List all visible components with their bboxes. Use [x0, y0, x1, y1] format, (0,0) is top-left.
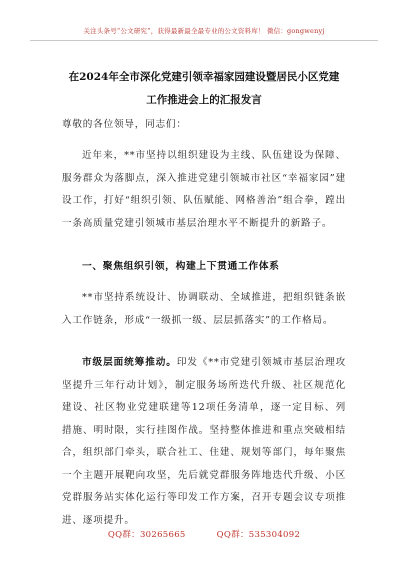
- header-divider: [30, 40, 378, 41]
- header-banner: 关注头条号“公文研究”，获得最新最全最专业的公文资料库！ 微信：gongwenyj: [83, 27, 325, 35]
- section-1-paragraph: **市坚持系统设计、协调联动、全域推进，把组织链条嵌入工作链条，形成“一级抓一级、层层抓落实”的工作格局。: [62, 292, 346, 326]
- footer-qq-2: QQ群：535304092: [216, 530, 301, 540]
- paragraph-2-body: 印发《**市党建引领城市基层治理攻坚提升三年行动计划》，制定服务场所迭代升级、社区规范化建设、社区物业党建联建等12项任务清单，逐一定目标、列措施、明时限，实行挂图作战。坚持整体推进和重点突破相结合，组织部门牵头，联合社工、住建、规划等部门，每年聚焦一个主题开展靶向攻坚，先后就党群服务阵地迭代升级、小区党群服务站实体化运行等印发工作方案，召开专题会议专项推进、逐项提升。: [62, 357, 347, 526]
- salutation: 尊敬的各位领导，同志们：: [62, 119, 187, 130]
- paragraph-2: [62, 352, 346, 532]
- intro-paragraph: 近年来，**市坚持以组织建设为主线、队伍建设为保障、服务群众为落脚点，深入推进党建引领城市社区“幸福家园”建设工作，打好“组织引领、队伍赋能、网格善治”组合拳，蹚出一条高质量党建引领城市基层治理水平不断提升的新路子。: [62, 150, 346, 229]
- footer-qq-1: QQ群：30265665: [107, 530, 186, 540]
- title-line-2: 工作推进会上的汇报发言: [146, 94, 262, 106]
- document-title: [48, 66, 360, 112]
- section-1-heading: 一、聚焦组织引领，构建上下贯通工作体系: [82, 261, 280, 272]
- title-line-1: 在2024年全市深化党建引领幸福家园建设暨居民小区党建: [68, 71, 340, 83]
- footer-qq-groups: [0, 528, 408, 540]
- paragraph-2-lead: 市级层面统筹推动。: [82, 357, 177, 368]
